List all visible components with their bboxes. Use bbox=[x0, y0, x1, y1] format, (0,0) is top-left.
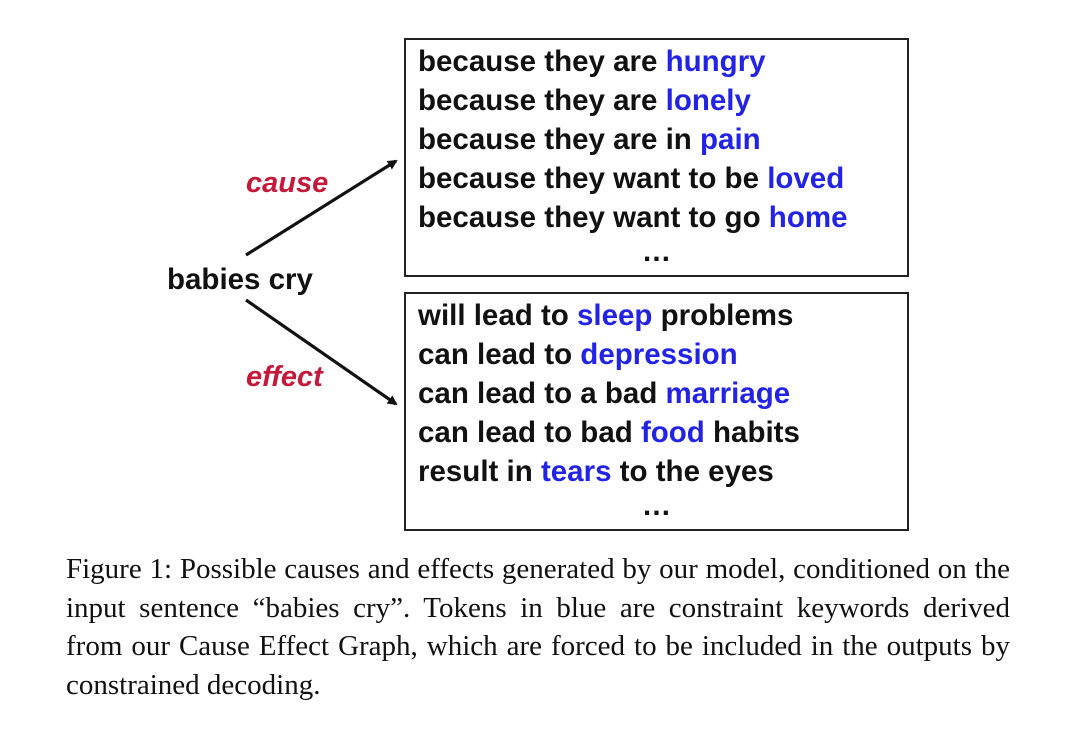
line-text: because they are bbox=[418, 84, 666, 117]
constraint-keyword: lonely bbox=[665, 84, 751, 117]
line-text: habits bbox=[704, 416, 800, 449]
constraint-keyword: tears bbox=[540, 455, 612, 488]
cause-line bbox=[418, 81, 751, 120]
constraint-keyword: depression bbox=[580, 338, 738, 371]
cause-line bbox=[418, 159, 844, 198]
line-text: to the eyes bbox=[611, 455, 774, 488]
constraint-keyword: hungry bbox=[665, 45, 766, 78]
ellipsis: … bbox=[641, 235, 672, 268]
line-text: can lead to bad bbox=[418, 416, 641, 449]
line-text: can lead to a bad bbox=[418, 377, 666, 410]
line-text: problems bbox=[652, 299, 794, 332]
cause-line bbox=[418, 198, 847, 237]
line-text: will lead to bbox=[418, 299, 577, 332]
effect-line bbox=[418, 335, 738, 374]
constraint-keyword: marriage bbox=[665, 377, 791, 410]
input-sentence: babies cry bbox=[167, 263, 313, 296]
line-text: because they are in bbox=[418, 123, 701, 156]
line-text: result in bbox=[418, 455, 541, 488]
cause-box bbox=[404, 38, 909, 277]
line-text: because they want to go bbox=[418, 201, 769, 234]
line-text: can lead to bbox=[418, 338, 581, 371]
cause-line bbox=[418, 42, 766, 81]
effect-label: effect bbox=[246, 361, 323, 393]
cause-label: cause bbox=[246, 167, 329, 199]
line-text: because they want to be bbox=[418, 162, 768, 195]
line-text: because they are bbox=[418, 45, 666, 78]
constraint-keyword: pain bbox=[700, 123, 761, 156]
figure-caption: Figure 1: Possible causes and effects generated by our model, conditioned on the input sentence “babies cry”. Tokens in blue are constraint keywords derived from our Cause Effect Graph, which are forced to be included in the outputs by constrained decoding. bbox=[66, 553, 1010, 701]
effect-line bbox=[418, 452, 774, 491]
ellipsis: … bbox=[641, 489, 672, 522]
effect-box bbox=[404, 292, 909, 531]
cause-line bbox=[418, 120, 761, 159]
constraint-keyword: food bbox=[640, 416, 705, 449]
constraint-keyword: loved bbox=[767, 162, 845, 195]
effect-line bbox=[418, 296, 793, 335]
effect-line bbox=[418, 374, 790, 413]
effect-line bbox=[418, 413, 800, 452]
constraint-keyword: home bbox=[768, 201, 848, 234]
constraint-keyword: sleep bbox=[577, 299, 653, 332]
